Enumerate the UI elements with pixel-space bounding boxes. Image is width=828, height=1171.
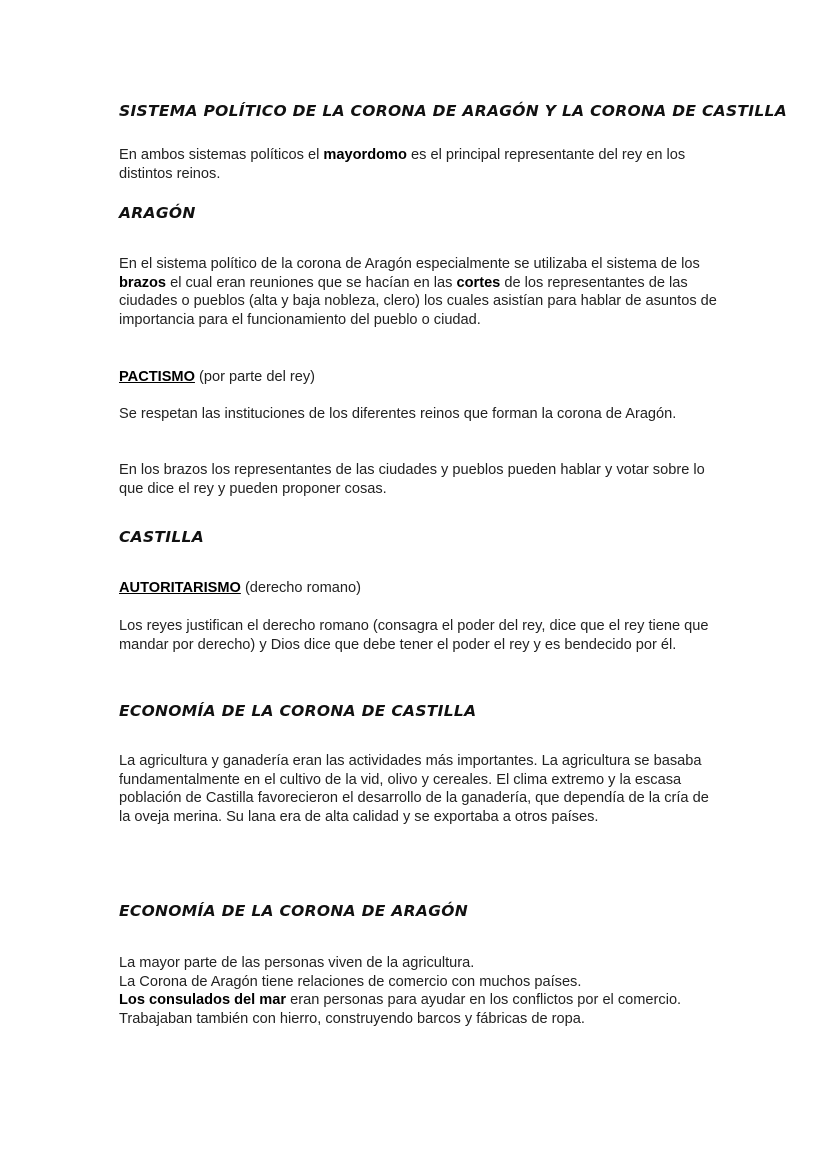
intro-term-mayordomo: mayordomo xyxy=(323,147,407,163)
aragon-text-a: En el sistema político de la corona de Aragón especialmente se utilizaba el sistema de los xyxy=(119,256,700,272)
heading-economia-aragon: ECONOMÍA DE LA CORONA DE ARAGÓN xyxy=(119,902,468,920)
economia-aragon-paragraph xyxy=(119,954,719,1028)
economia-castilla-paragraph: La agricultura y ganadería eran las actividades más importantes. La agricultura se basaba fundamentalmente en el cultivo de la vid, olivo y cereales. El clima extremo y la escasa población de Castilla favorecieron el desarrollo de la ganadería, que dependía de la cría de la oveja merina. Su lana era de alta calidad y se exportaba a otros países. xyxy=(119,753,709,825)
intro-text-a: En ambos sistemas políticos el xyxy=(119,147,324,163)
pactismo-line xyxy=(119,368,719,387)
aragon-paragraph-brazos-votar: En los brazos los representantes de las ciudades y pueblos pueden hablar y votar sobre lo que dice el rey y pueden proponer cosas. xyxy=(119,462,705,497)
economia-aragon-line2: La Corona de Aragón tiene relaciones de comercio con muchos países. xyxy=(119,973,582,990)
aragon-text-e: de los representantes de las ciudades o pueblos (alta y baja nobleza, clero) los cuales asistían para hablar de asuntos de importancia para el funcionamiento del pueblo o ciudad. xyxy=(119,274,717,328)
autoritarismo-note: (derecho romano) xyxy=(240,580,361,596)
castilla-paragraph-reyes: Los reyes justifican el derecho romano (consagra el poder del rey, dice que el rey tiene que mandar por derecho) y Dios dice que debe tener el poder el rey y es bendecido por él. xyxy=(119,618,709,653)
aragon-paragraph-instituciones: Se respetan las instituciones de los diferentes reinos que forman la corona de Aragón. xyxy=(119,406,677,422)
aragon-paragraph-brazos xyxy=(119,255,719,329)
document-title: SISTEMA POLÍTICO DE LA CORONA DE ARAGÓN Y LA CORONA DE CASTILLA xyxy=(119,102,788,120)
term-pactismo: PACTISMO xyxy=(119,369,195,385)
term-brazos: brazos xyxy=(119,274,167,291)
aragon-text-c: el cual eran reuniones que se hacían en las xyxy=(166,274,457,291)
economia-aragon-line1: La mayor parte de las personas viven de la agricultura. xyxy=(119,955,475,971)
term-autoritarismo: AUTORITARISMO xyxy=(119,580,241,596)
heading-castilla: CASTILLA xyxy=(119,528,205,546)
term-consulados-del-mar: Los consulados del mar xyxy=(119,992,287,1009)
term-cortes: cortes xyxy=(456,274,501,291)
intro-text-c: es el principal representante del rey en los distintos reinos. xyxy=(119,147,686,182)
intro-paragraph xyxy=(119,146,719,183)
economia-aragon-text-b: eran personas para ayudar en los conflictos por el comercio. Trabajaban también con hierro, construyendo barcos y fábricas de ropa. xyxy=(119,992,682,1027)
autoritarismo-line xyxy=(119,579,719,598)
heading-economia-castilla: ECONOMÍA DE LA CORONA DE CASTILLA xyxy=(119,702,477,720)
heading-aragon: ARAGÓN xyxy=(119,204,196,222)
pactismo-note: (por parte del rey) xyxy=(194,369,315,385)
